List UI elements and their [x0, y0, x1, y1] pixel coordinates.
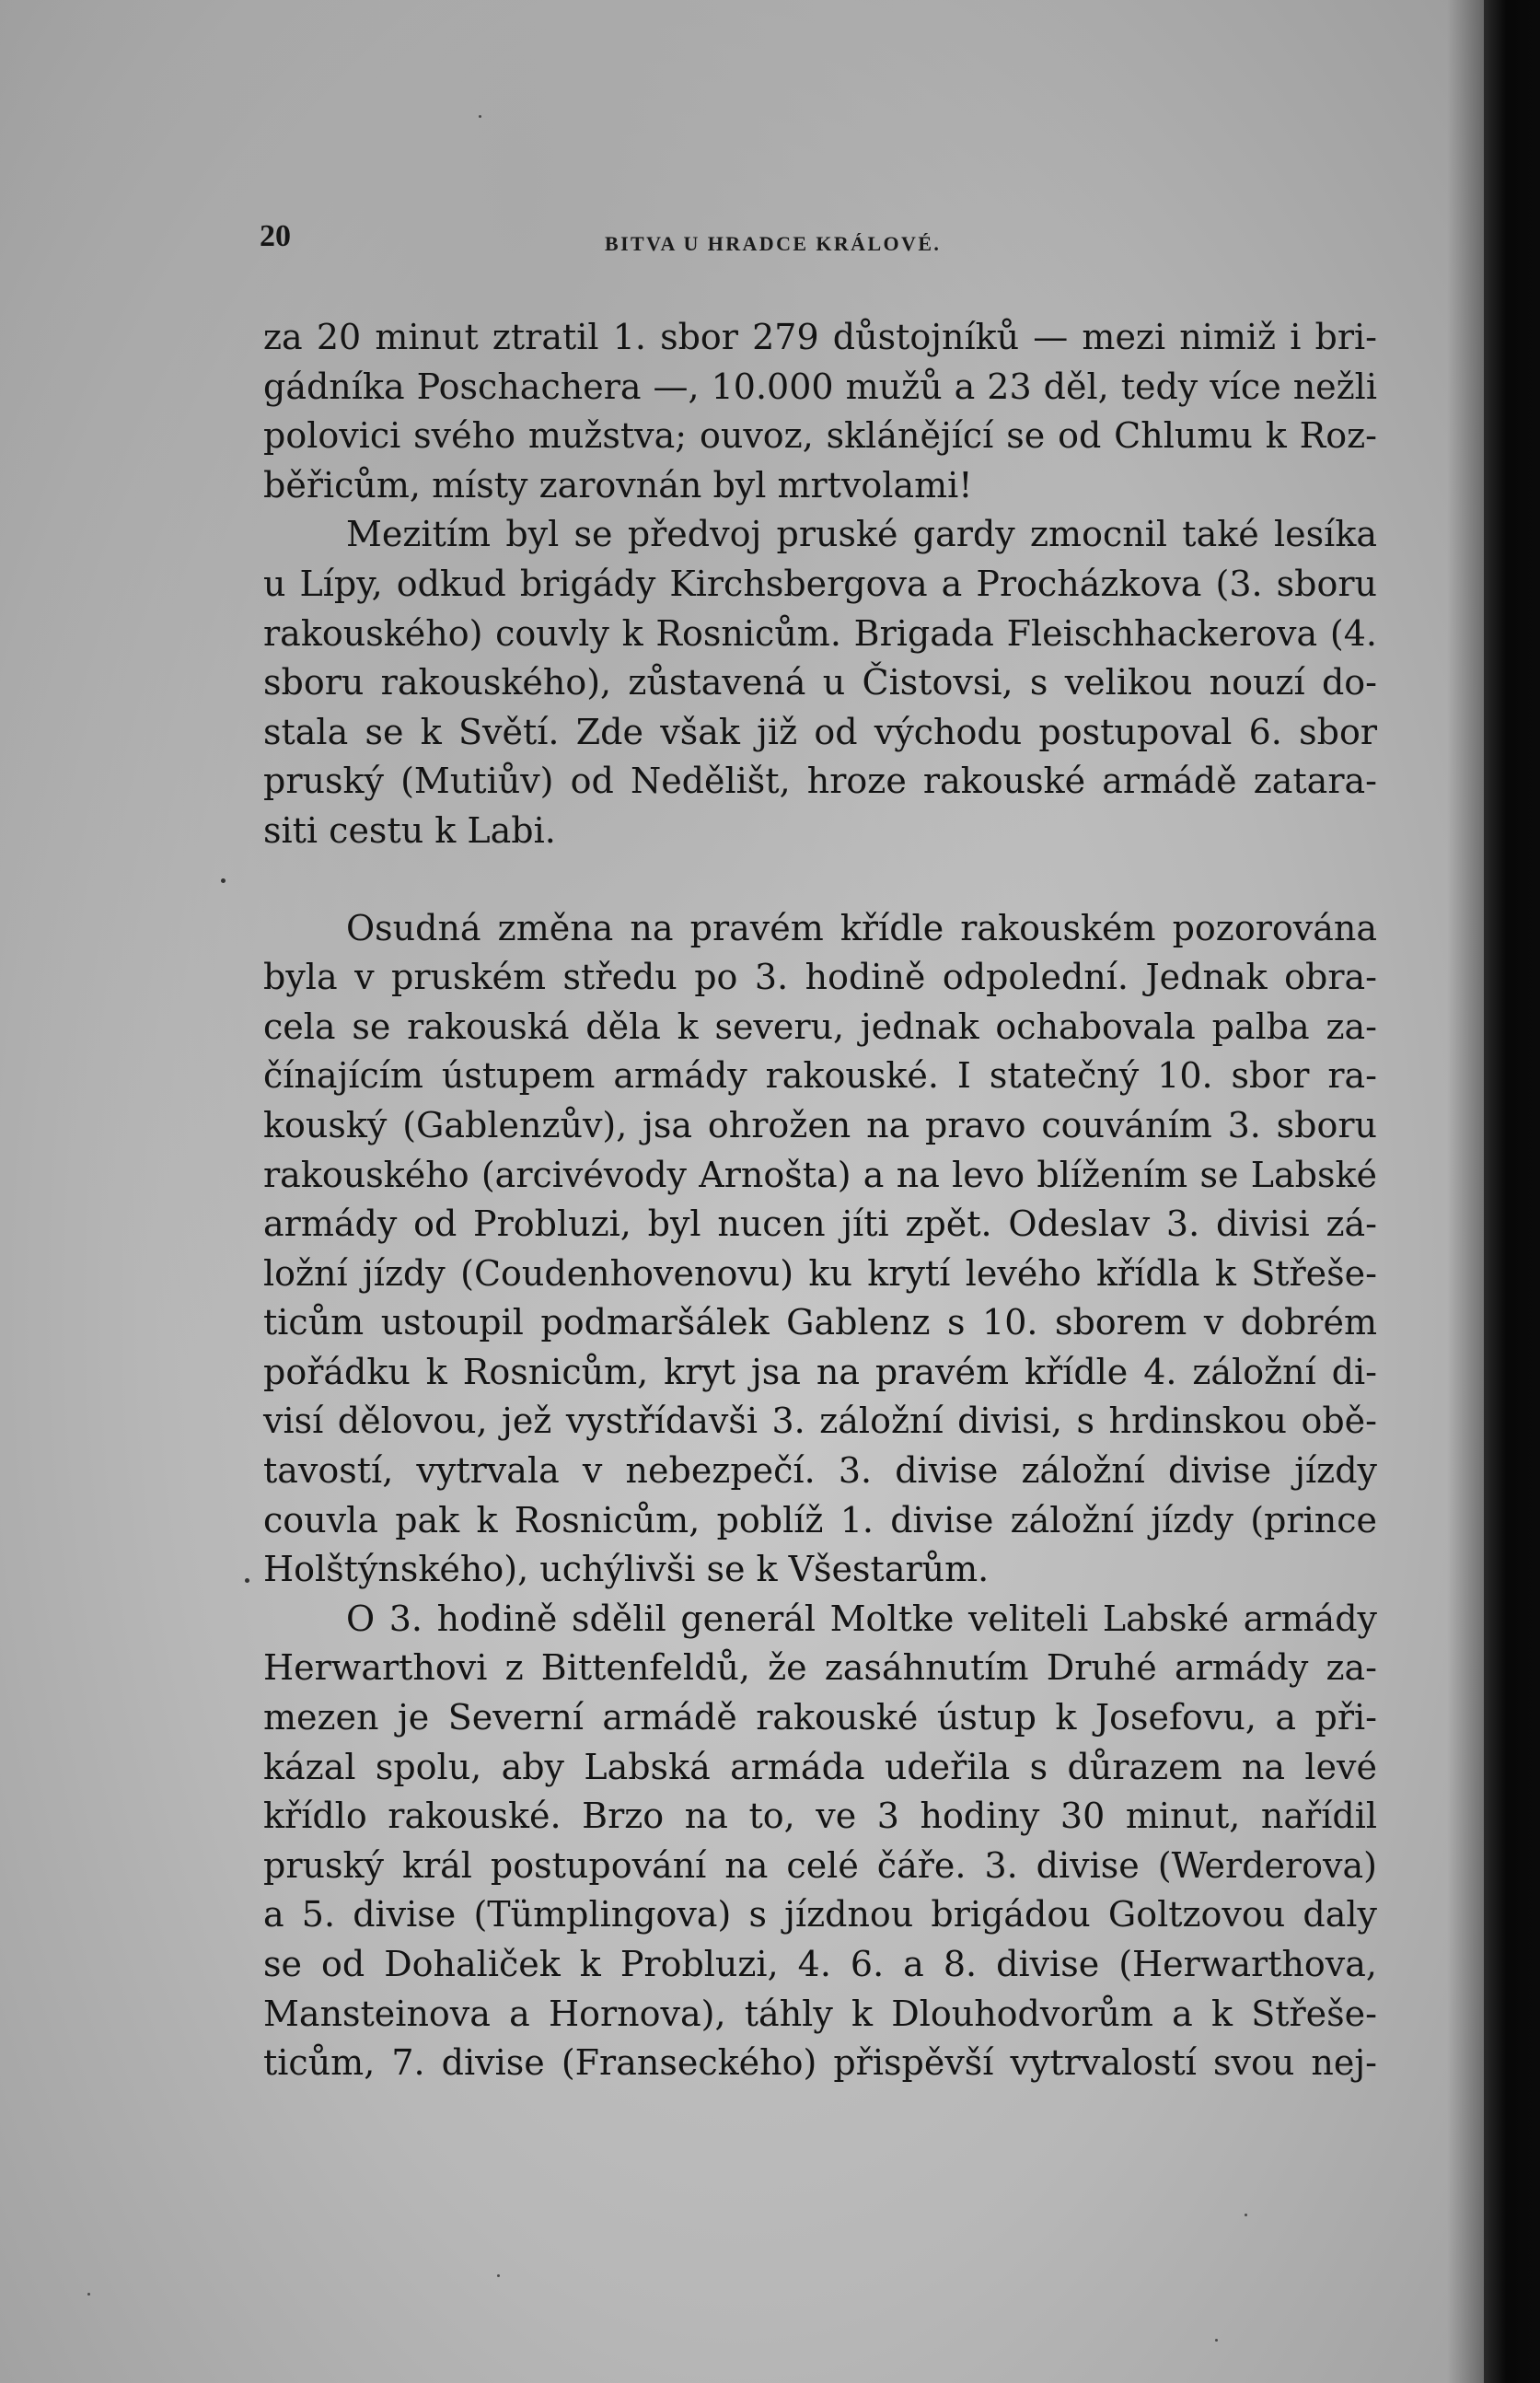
text-line: ticům, 7. divise (Franseckého) přispěvší vytrvalostí svou nej- — [263, 2042, 1377, 2084]
text-line: Mansteinova a Hornova), táhly k Dlouhodvorům a k Střeše- — [263, 1993, 1377, 2034]
text-line: rakouského (arcivévody Arnošta) a na levo blížením se Labské — [263, 1154, 1377, 1195]
text-line: běřicům, místy zarovnán byl mrtvolami! — [263, 464, 973, 506]
scan-border — [1484, 0, 1540, 2383]
scan-speck — [221, 878, 226, 883]
text-line: byla v pruském středu po 3. hodině odpolední. Jednak obra- — [263, 957, 1377, 998]
scan-speck — [245, 1578, 249, 1583]
text-line: sboru rakouského), zůstavená u Čistovsi, s velikou nouzí do- — [263, 662, 1377, 703]
paragraph-4 — [263, 1595, 1377, 2088]
text-line: ticům ustoupil podmaršálek Gablenz s 10. sborem v dobrém — [263, 1302, 1377, 1343]
text-line: siti cestu k Labi. — [263, 809, 556, 851]
paragraph-1 — [263, 313, 1377, 510]
body-text — [263, 313, 1377, 2088]
paragraph-3 — [263, 904, 1377, 1595]
text-line: Holštýnského), uchýlivši se k Všestarům. — [263, 1549, 990, 1590]
text-line: kázal spolu, aby Labská armáda udeřila s důrazem na levé — [263, 1746, 1377, 1787]
page-header — [260, 219, 996, 274]
text-line: mezen je Severní armádě rakouské ústup k Josefovu, a při- — [263, 1697, 1377, 1738]
text-line: pruský (Mutiův) od Nedělišt, hroze rakouské armádě zatara- — [263, 761, 1377, 802]
text-line: čínajícím ústupem armády rakouské. I statečný 10. sbor ra- — [263, 1055, 1377, 1097]
text-line: armády od Probluzi, byl nucen jíti zpět. Odeslav 3. divisi zá- — [263, 1203, 1377, 1245]
text-line: kouský (Gablenzův), jsa ohrožen na pravo couváním 3. sboru — [263, 1104, 1377, 1145]
scan-speck — [1215, 2339, 1218, 2342]
text-line: Mezitím byl se předvoj pruské gardy zmocnil také lesíka — [346, 514, 1377, 555]
text-line: visí dělovou, jež vystřídavši 3. záložní divisi, s hrdinskou obě- — [263, 1401, 1377, 1442]
text-line: Herwarthovi z Bittenfeldů, že zasáhnutím Druhé armády za- — [263, 1647, 1377, 1689]
scan-speck — [1245, 2214, 1247, 2216]
running-head: BITVA U HRADCE KRÁLOVÉ. — [605, 232, 942, 255]
text-line: Osudná změna na pravém křídle rakouském pozorována — [346, 907, 1377, 948]
scan-speck — [479, 115, 481, 118]
text-line: gádníka Poschachera —, 10.000 mužů a 23 děl, tedy více nežli — [263, 366, 1377, 407]
scan-speck — [87, 2293, 90, 2296]
text-line: couvla pak k Rosnicům, poblíž 1. divise záložní jízdy (prince — [263, 1499, 1377, 1540]
text-line: stala se k Světí. Zde však již od východu postupoval 6. sbor — [263, 711, 1377, 752]
text-line: za 20 minut ztratil 1. sbor 279 důstojníků — mezi nimiž i bri- — [263, 317, 1377, 357]
scan-speck — [497, 2274, 500, 2277]
paragraph-2 — [263, 510, 1377, 855]
text-line: u Lípy, odkud brigády Kirchsbergova a Procházkova (3. sboru — [263, 563, 1377, 604]
text-line: rakouského) couvly k Rosnicům. Brigada Fleischhackerova (4. — [263, 612, 1377, 654]
text-line: O 3. hodině sdělil generál Moltke veliteli Labské armády — [346, 1598, 1377, 1639]
text-line: pořádku k Rosnicům, kryt jsa na pravém křídle 4. záložní di- — [263, 1351, 1377, 1392]
text-line: se od Dohaliček k Probluzi, 4. 6. a 8. divise (Herwarthova, — [263, 1944, 1377, 1984]
text-line: a 5. divise (Tümplingova) s jízdnou brigádou Goltzovou daly — [263, 1894, 1377, 1935]
text-line: ložní jízdy (Coudenhovenovu) ku krytí levého křídla k Střeše- — [263, 1252, 1377, 1294]
text-line: cela se rakouská děla k severu, jednak ochabovala palba za- — [263, 1006, 1377, 1047]
page-number: 20 — [260, 219, 291, 253]
text-line: pruský král postupování na celé čáře. 3. divise (Werderova) — [263, 1844, 1377, 1886]
text-line: křídlo rakouské. Brzo na to, ve 3 hodiny 30 minut, nařídil — [263, 1796, 1377, 1837]
section-gap — [263, 856, 1377, 904]
text-line: tavostí, vytrvala v nebezpečí. 3. divise záložní divise jízdy — [263, 1450, 1377, 1492]
text-line: polovici svého mužstva; ouvoz, sklánějící se od Chlumu k Roz- — [263, 415, 1377, 457]
